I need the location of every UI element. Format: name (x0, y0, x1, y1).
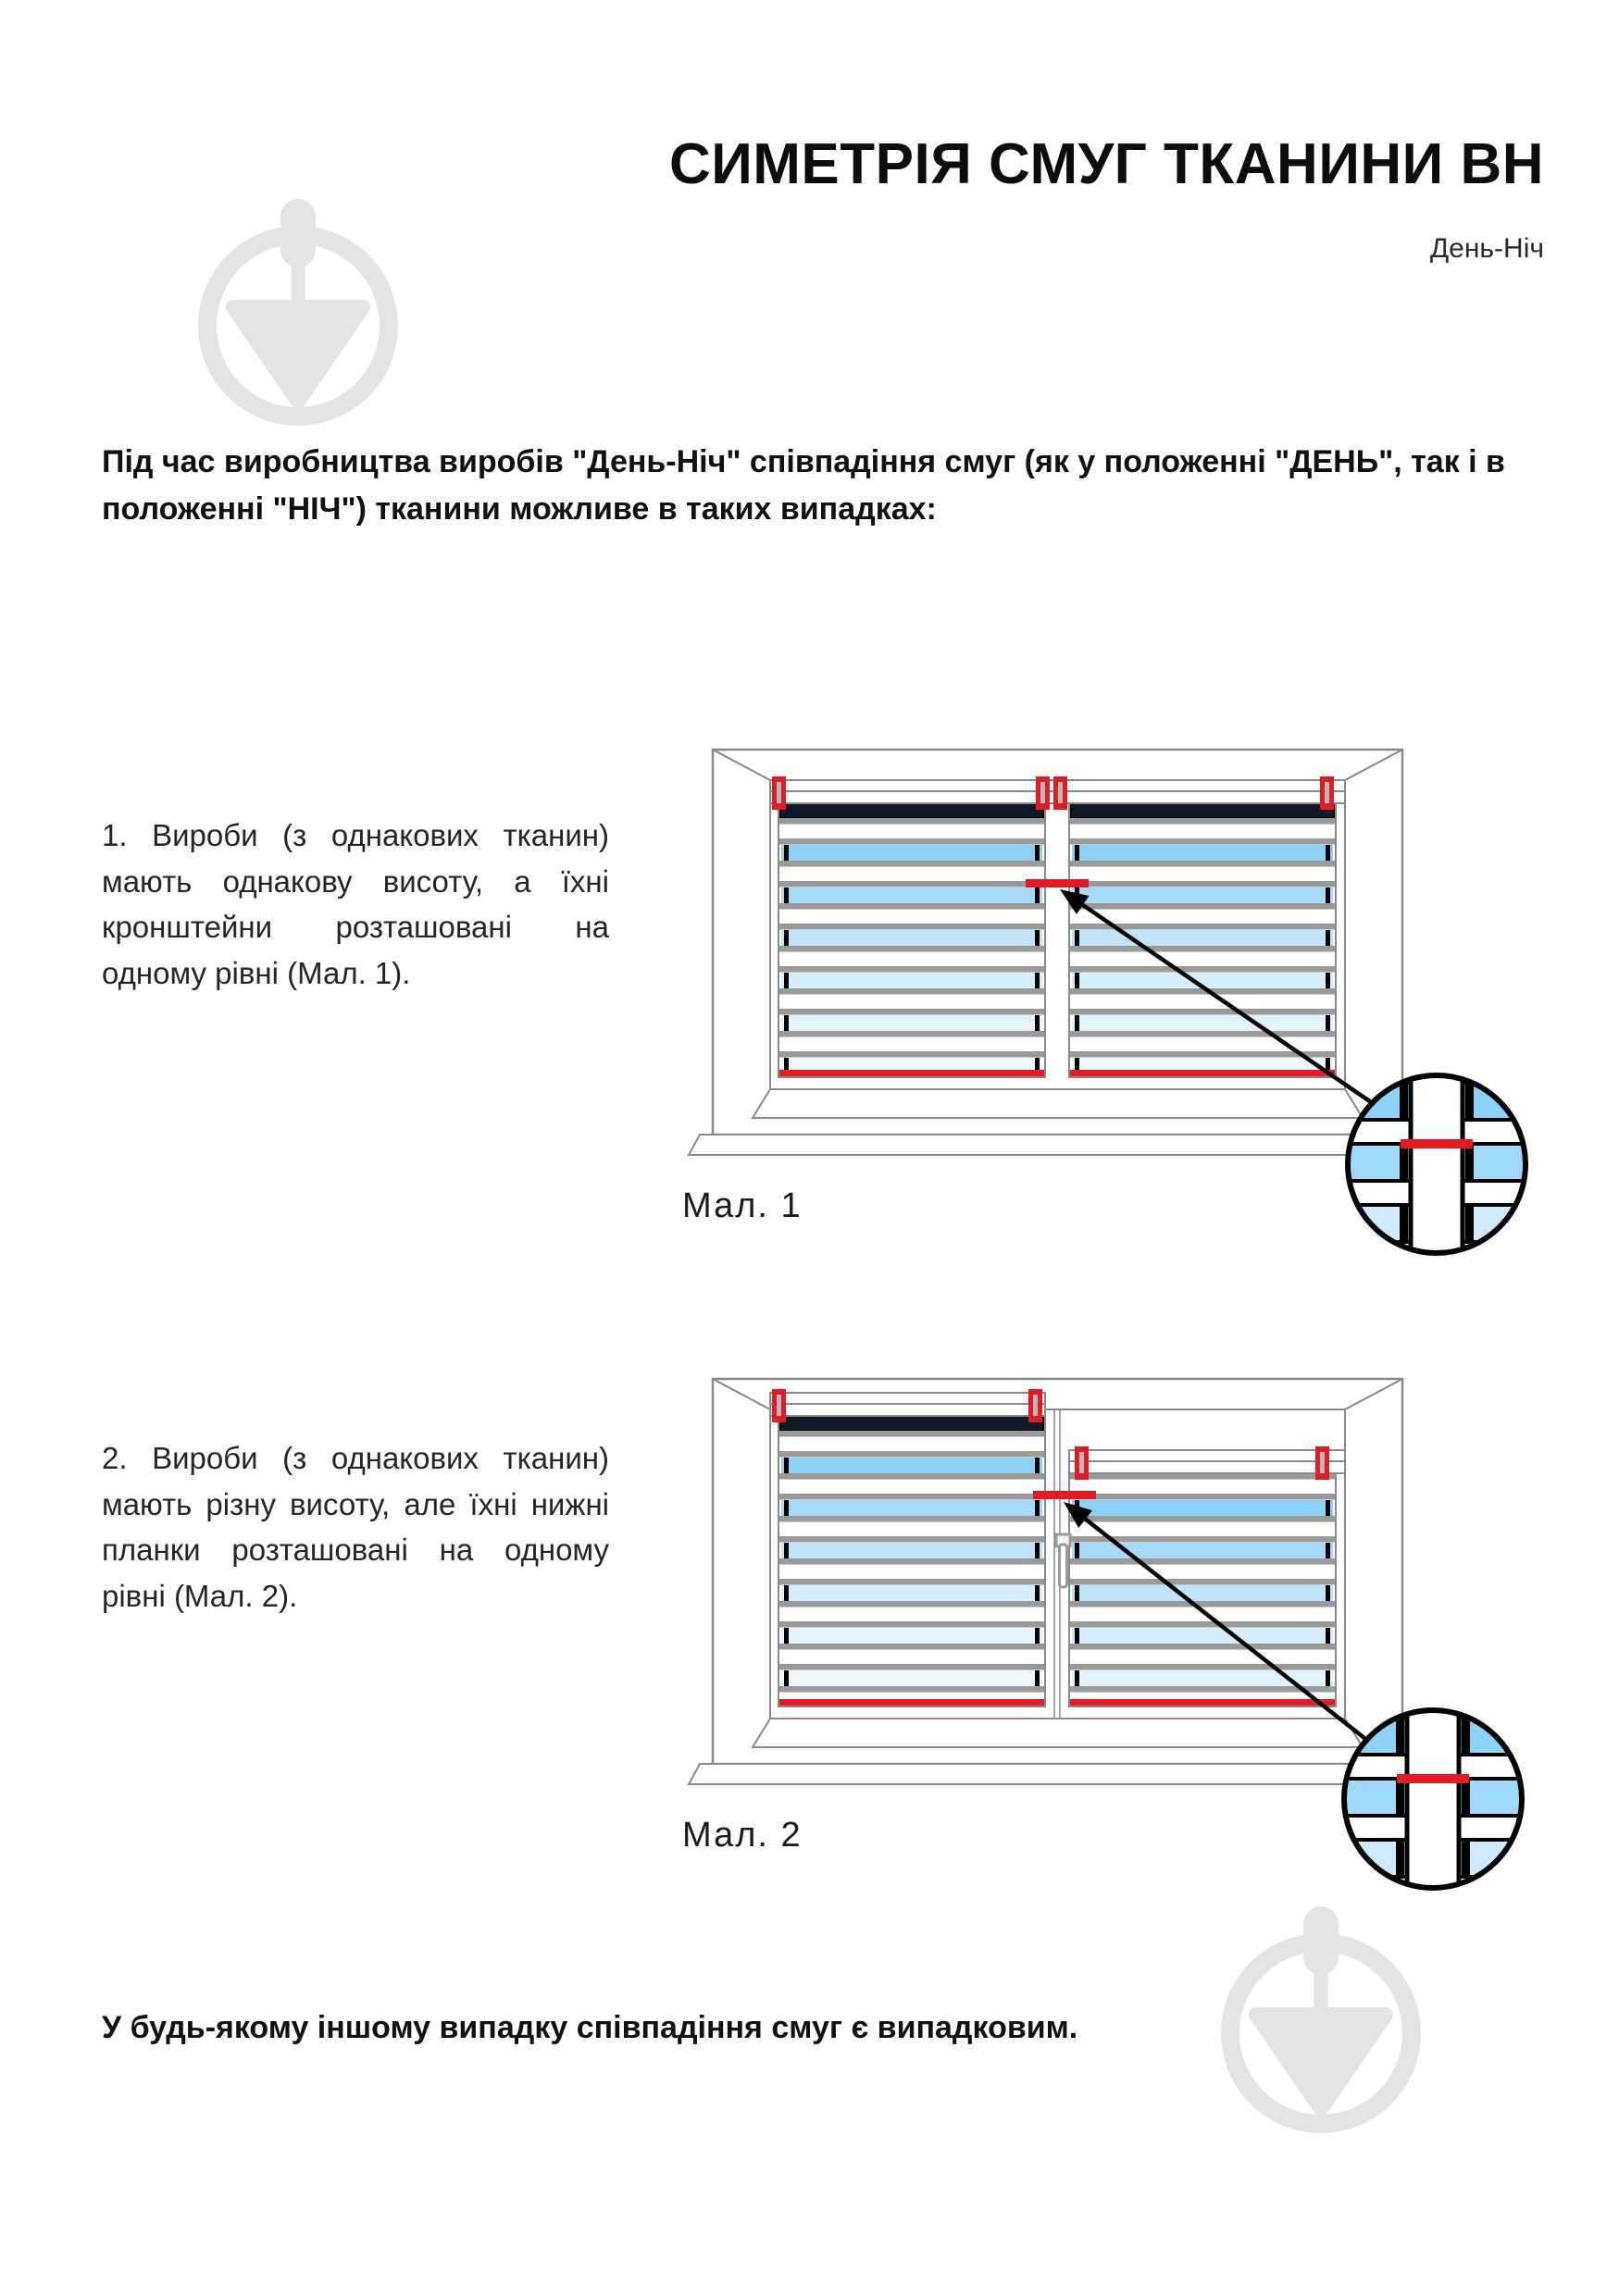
blind-panel (778, 1416, 1045, 1706)
fabric-stripe (1072, 1585, 1333, 1601)
dark-top-stripe (1071, 803, 1334, 818)
bracket-marker-red (1053, 776, 1067, 810)
blind-header (1069, 1450, 1345, 1473)
bracket-marker-red (1320, 776, 1334, 810)
dark-top-stripe (780, 1416, 1043, 1431)
fabric-stripe (781, 973, 1042, 988)
dark-top-stripe (780, 803, 1043, 818)
alignment-marker-red (1033, 1491, 1096, 1499)
case-2-text: 2. Вироби (з однакових тканин) мають різну висоту, але їхні нижні планки розташовані на одному рівні (Мал. 2). (102, 1441, 609, 1613)
magnifier-alignment-red (1397, 1774, 1469, 1783)
footer-note: У будь-якому іншому випадку співпадіння смуг є випадковим. (102, 2010, 1078, 2045)
alignment-marker-red (1026, 879, 1089, 887)
bracket-marker-red (1036, 776, 1050, 810)
fabric-stripe (1072, 887, 1333, 903)
fabric-stripe (1072, 1058, 1333, 1070)
case-1-text: 1. Вироби (з однакових тканин) мають однакову висоту, а їхні кронштейни розташовані на одному рівні (Мал. 1). (102, 818, 609, 990)
fabric-stripe (781, 1500, 1042, 1516)
fabric-stripe (781, 930, 1042, 946)
window-sill (689, 1764, 1426, 1784)
blind-panel (778, 803, 1045, 1077)
fabric-stripe (781, 1585, 1042, 1601)
fabric-stripe (1072, 1628, 1333, 1644)
bracket-marker-red (1028, 1389, 1042, 1422)
fabric-stripe (781, 1015, 1042, 1031)
fabric-stripe (1072, 930, 1333, 946)
blind-header (770, 1393, 1045, 1416)
fabric-stripe (781, 1670, 1042, 1686)
figure-2-caption: Мал. 2 (682, 1816, 803, 1855)
blind-panel (1069, 803, 1336, 1077)
fabric-stripe (781, 1628, 1042, 1644)
fabric-stripe (1072, 845, 1333, 861)
bottom-bar-red (778, 1070, 1045, 1077)
watermark-trowel-logo-icon (207, 217, 389, 416)
bracket-marker-red (772, 1389, 786, 1422)
page-title: СИМЕТРІЯ СМУГ ТКАНИНИ ВН (668, 132, 1544, 196)
bottom-bar-red (1069, 1070, 1336, 1077)
window-sill (753, 1089, 1363, 1118)
figure-1 (662, 736, 1551, 1272)
fabric-stripe (781, 845, 1042, 861)
bottom-bar-red (778, 1699, 1045, 1706)
bracket-marker-red (772, 776, 786, 810)
window-sill (689, 1135, 1426, 1155)
page-subtitle: День-Ніч (1429, 233, 1544, 264)
bottom-bar-red (1069, 1699, 1336, 1706)
blind-panel (1069, 1473, 1336, 1706)
figure-2 (662, 1365, 1551, 1902)
bracket-marker-red (1315, 1446, 1329, 1480)
fabric-stripe (1072, 1015, 1333, 1031)
fabric-stripe (781, 1058, 1042, 1070)
figure-1-caption: Мал. 1 (682, 1186, 803, 1225)
bracket-marker-red (1075, 1446, 1089, 1480)
magnifier-alignment-red (1401, 1139, 1473, 1148)
fabric-stripe (781, 1458, 1042, 1473)
window-sill (753, 1719, 1363, 1747)
fabric-stripe (1072, 1500, 1333, 1516)
window-handle-icon (1056, 1534, 1070, 1587)
watermark-trowel-logo-icon (1230, 1924, 1412, 2124)
intro-paragraph: Під час виробництва виробів "День-Ніч" співпадіння смуг (як у положенні "ДЕНЬ", так і в положенні "НІЧ") тканини можливе в таких випадках: (102, 444, 1505, 527)
fabric-stripe (781, 887, 1042, 903)
fabric-stripe (781, 1543, 1042, 1558)
fabric-stripe (1072, 1543, 1333, 1558)
